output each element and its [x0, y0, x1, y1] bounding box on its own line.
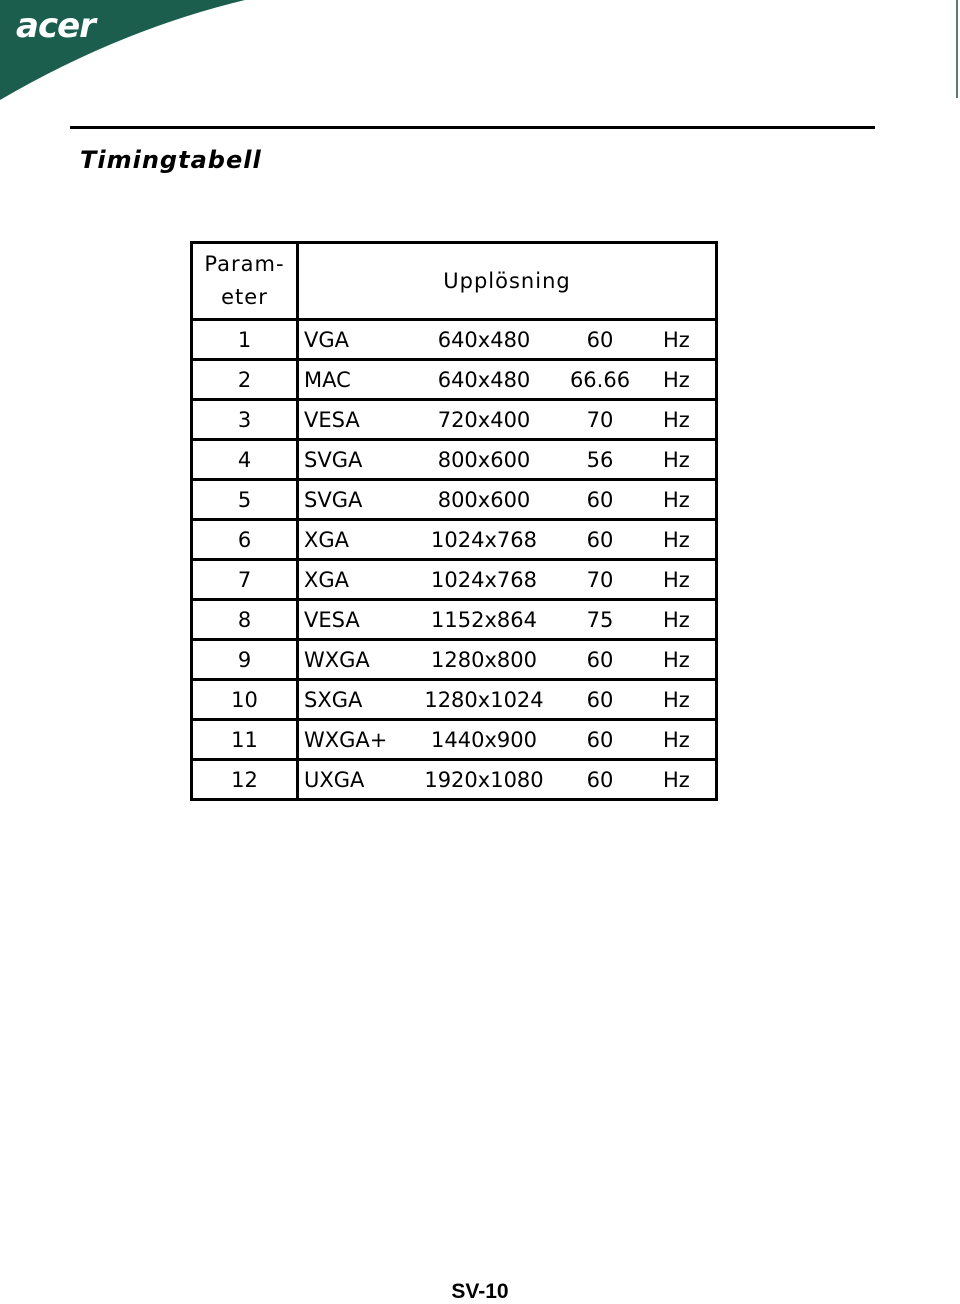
- rate-unit: Hz: [663, 767, 690, 792]
- rate-unit: Hz: [663, 687, 690, 712]
- table-row: [192, 560, 717, 600]
- rate-unit: Hz: [663, 447, 690, 472]
- table-row: [192, 640, 717, 680]
- resolution-value: 800x600: [437, 487, 531, 512]
- column-header-parameter-line1: Param-: [204, 252, 285, 276]
- resolution-value: 1152x864: [431, 607, 537, 632]
- acer-logo-band: [0, 0, 260, 110]
- rate-unit: Hz: [663, 727, 690, 752]
- table-row: [192, 520, 717, 560]
- timing-cell: [298, 640, 717, 680]
- row-number: 7: [192, 560, 298, 600]
- row-number: 11: [192, 720, 298, 760]
- mode-name: SVGA: [304, 447, 363, 472]
- rate-unit: Hz: [663, 367, 690, 392]
- row-number: 12: [192, 760, 298, 800]
- refresh-rate: 70: [586, 567, 614, 592]
- timing-cell: [298, 720, 717, 760]
- column-header-resolution: Upplösning: [298, 243, 717, 320]
- row-number: 8: [192, 600, 298, 640]
- table-row: [192, 600, 717, 640]
- column-header-parameter: [192, 243, 298, 320]
- refresh-rate: 60: [586, 327, 614, 352]
- timing-cell: [298, 480, 717, 520]
- rate-unit: Hz: [663, 527, 690, 552]
- table-body: [192, 320, 717, 800]
- mode-name: SXGA: [304, 687, 363, 712]
- mode-name: MAC: [304, 367, 351, 392]
- timing-cell: [298, 560, 717, 600]
- rate-unit: Hz: [663, 607, 690, 632]
- rate-unit: Hz: [663, 407, 690, 432]
- rate-unit: Hz: [663, 327, 690, 352]
- table-row: [192, 360, 717, 400]
- refresh-rate: 60: [586, 527, 614, 552]
- mode-name: WXGA: [304, 647, 370, 672]
- resolution-value: 800x600: [437, 447, 531, 472]
- timing-table: [190, 241, 718, 801]
- timing-cell: [298, 360, 717, 400]
- table-header-row: [192, 243, 717, 320]
- table-row: [192, 760, 717, 800]
- mode-name: WXGA+: [304, 727, 388, 752]
- resolution-value: 720x400: [437, 407, 531, 432]
- timing-cell: [298, 400, 717, 440]
- resolution-value: 1024x768: [431, 567, 537, 592]
- timing-cell: [298, 600, 717, 640]
- refresh-rate: 75: [586, 607, 614, 632]
- refresh-rate: 66.66: [569, 367, 631, 392]
- row-number: 3: [192, 400, 298, 440]
- table-row: [192, 720, 717, 760]
- mode-name: UXGA: [304, 767, 365, 792]
- table-row: [192, 680, 717, 720]
- refresh-rate: 60: [586, 767, 614, 792]
- mode-name: VESA: [304, 407, 360, 432]
- timing-cell: [298, 320, 717, 360]
- column-header-parameter-line2: eter: [221, 285, 268, 309]
- page-edge-mark: [956, 0, 958, 98]
- refresh-rate: 60: [586, 727, 614, 752]
- refresh-rate: 60: [586, 487, 614, 512]
- resolution-value: 640x480: [437, 367, 531, 392]
- resolution-value: 1280x1024: [424, 687, 544, 712]
- row-number: 2: [192, 360, 298, 400]
- table-row: [192, 440, 717, 480]
- row-number: 5: [192, 480, 298, 520]
- row-number: 10: [192, 680, 298, 720]
- header-rule: [70, 126, 875, 129]
- timing-cell: [298, 680, 717, 720]
- refresh-rate: 60: [586, 647, 614, 672]
- page-number: SV-10: [451, 1280, 509, 1303]
- table-row: [192, 320, 717, 360]
- resolution-value: 640x480: [437, 327, 531, 352]
- mode-name: VGA: [304, 327, 350, 352]
- mode-name: VESA: [304, 607, 360, 632]
- row-number: 9: [192, 640, 298, 680]
- row-number: 4: [192, 440, 298, 480]
- row-number: 6: [192, 520, 298, 560]
- mode-name: SVGA: [304, 487, 363, 512]
- timing-cell: [298, 520, 717, 560]
- rate-unit: Hz: [663, 647, 690, 672]
- resolution-value: 1440x900: [431, 727, 537, 752]
- resolution-value: 1920x1080: [424, 767, 544, 792]
- refresh-rate: 56: [586, 447, 614, 472]
- table-row: [192, 400, 717, 440]
- rate-unit: Hz: [663, 487, 690, 512]
- refresh-rate: 70: [586, 407, 614, 432]
- refresh-rate: 60: [586, 687, 614, 712]
- mode-name: XGA: [304, 527, 350, 552]
- rate-unit: Hz: [663, 567, 690, 592]
- table-row: [192, 480, 717, 520]
- acer-logo: acer: [16, 6, 95, 46]
- mode-name: XGA: [304, 567, 350, 592]
- timing-cell: [298, 440, 717, 480]
- page-title: Timingtabell: [80, 146, 262, 174]
- row-number: 1: [192, 320, 298, 360]
- timing-cell: [298, 760, 717, 800]
- resolution-value: 1280x800: [431, 647, 537, 672]
- resolution-value: 1024x768: [431, 527, 537, 552]
